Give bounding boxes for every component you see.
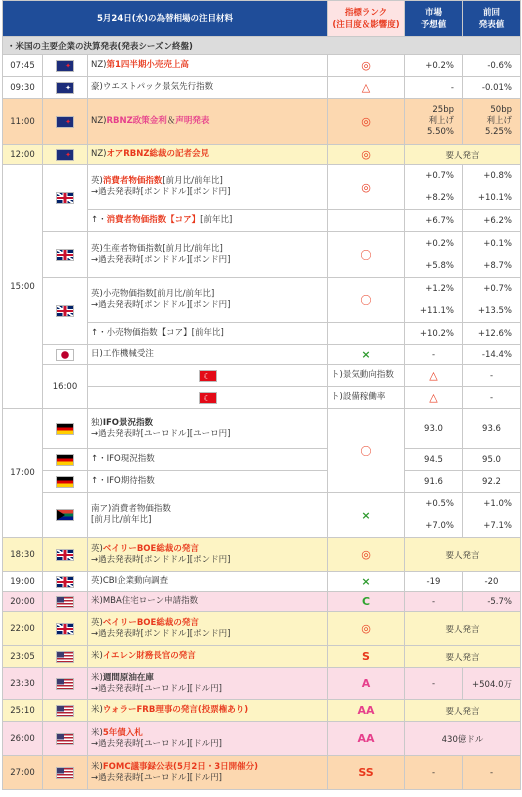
nz-flag-icon: [56, 116, 74, 128]
country-prefix: 米): [91, 672, 103, 683]
table-row: [3, 165, 521, 210]
uk-flag-icon: [56, 576, 74, 588]
previous-value: [463, 165, 521, 210]
flag-cell: [43, 471, 88, 493]
flag-cell: [43, 409, 88, 449]
event-title: ウエストパック景気先行指数: [102, 82, 214, 92]
economic-calendar-table: [2, 0, 521, 790]
rank-mark: 〇: [328, 232, 405, 278]
rank-mark: AA: [328, 722, 405, 756]
previous-line: +8.7%: [483, 260, 512, 271]
event-title-2: 声明発表: [175, 116, 210, 126]
country-prefix: 日): [91, 349, 103, 359]
rank-mark: ◎: [328, 99, 405, 145]
table-row: [3, 668, 521, 700]
table-row: [3, 700, 521, 722]
table-row: [3, 449, 521, 471]
country-prefix: 英): [91, 576, 103, 586]
past-release-link[interactable]: →過去発表時[ポンドドル][ポンド円]: [91, 254, 231, 265]
forecast-value: -: [405, 756, 463, 790]
previous-value: [463, 232, 521, 278]
rank-mark: SS: [328, 756, 405, 790]
jp-flag-icon: [56, 349, 74, 361]
rank-mark: ◎: [328, 538, 405, 572]
flag-cell: [43, 278, 88, 345]
event-name[interactable]: [88, 756, 328, 790]
event-name[interactable]: [88, 409, 328, 449]
event-title: 第1四半期小売売上高: [106, 60, 189, 70]
flag-cell: [43, 612, 88, 646]
forecast-line: +0.7%: [425, 171, 454, 181]
country-prefix: 南ア): [91, 504, 112, 514]
rank-mark: [328, 210, 405, 232]
country-prefix: 米): [91, 761, 103, 772]
previous-value: -14.4%: [463, 345, 521, 365]
forecast-value: 93.0: [405, 409, 463, 449]
event-name[interactable]: [328, 365, 405, 387]
de-flag-icon: [56, 476, 74, 488]
previous-value: 95.0: [463, 449, 521, 471]
forecast-line: +11.1%: [419, 306, 454, 316]
forecast-value: -: [405, 592, 463, 612]
event-time: 16:00: [43, 365, 88, 409]
uk-flag-icon: [56, 192, 74, 204]
auction-size: 430億ドル: [405, 722, 521, 756]
rank-mark: ×: [328, 493, 405, 538]
country-prefix: NZ): [91, 116, 107, 126]
country-prefix: 独): [91, 417, 103, 428]
table-row: [3, 471, 521, 493]
nz-flag-icon: [56, 149, 74, 161]
forecast-value: -: [463, 387, 521, 409]
uk-flag-icon: [56, 249, 74, 261]
table-row: [3, 646, 521, 668]
event-time: 20:00: [3, 592, 43, 612]
event-name[interactable]: [88, 55, 328, 77]
country-prefix: 英): [91, 543, 103, 554]
previous-value: [463, 493, 521, 538]
flag-cell: [43, 145, 88, 165]
previous-value: -20: [463, 572, 521, 592]
ampersand: ＆: [166, 116, 176, 126]
country-prefix: ト): [331, 392, 343, 402]
event-name[interactable]: [88, 77, 328, 99]
table-row: [3, 345, 521, 365]
flag-cell: [88, 365, 328, 387]
forecast-line: 25bp: [432, 105, 454, 115]
previous-line: +7.1%: [483, 521, 512, 531]
event-name[interactable]: [88, 99, 328, 145]
forecast-value: +0.2%: [405, 55, 463, 77]
previous-label: 前回: [482, 7, 500, 18]
event-name[interactable]: ↑・小売物価指数【コア】[前年比]: [88, 323, 328, 345]
rank-sublabel: (注目度＆影響度): [332, 19, 400, 30]
rank-mark: ◎: [328, 55, 405, 77]
forecast-line: +0.5%: [425, 499, 454, 509]
table-row: [3, 99, 521, 145]
sub-arrow: ↑・: [91, 215, 107, 225]
event-time: 26:00: [3, 722, 43, 756]
event-title: 景気動向指数: [342, 370, 394, 380]
rank-mark: S: [328, 646, 405, 668]
de-flag-icon: [56, 454, 74, 466]
forecast-value: 91.6: [405, 471, 463, 493]
header-previous: [463, 1, 521, 37]
forecast-value: [405, 165, 463, 210]
flag-cell: [43, 55, 88, 77]
table-row: [3, 612, 521, 646]
event-subtitle: [前年比]: [200, 215, 233, 225]
forecast-value: -: [405, 77, 463, 99]
forecast-label: 市場: [424, 7, 442, 18]
rank-mark: AA: [328, 700, 405, 722]
section-banner-row: [3, 37, 521, 55]
us-flag-icon: [56, 651, 74, 663]
previous-line: +13.5%: [477, 306, 512, 316]
forecast-value: +6.7%: [405, 210, 463, 232]
event-name[interactable]: ↑・IFO期待指数: [88, 471, 328, 493]
country-prefix: 豪): [91, 82, 103, 92]
previous-line: +0.8%: [483, 171, 512, 181]
past-release-link[interactable]: →過去発表時[ユーロドル][ドル円]: [91, 738, 222, 749]
event-name[interactable]: [88, 278, 328, 323]
us-flag-icon: [56, 705, 74, 717]
previous-value: -0.01%: [463, 77, 521, 99]
za-flag-icon: [56, 509, 74, 521]
flag-cell: [43, 345, 88, 365]
event-title: 小売物価指数[前月比/前年比]: [102, 289, 215, 299]
flag-cell: [43, 165, 88, 232]
flag-cell: [43, 756, 88, 790]
flag-cell: [43, 493, 88, 538]
rank-mark: A: [328, 668, 405, 700]
event-time: 15:00: [3, 165, 43, 409]
rank-mark: △: [405, 365, 463, 387]
table-row: [3, 592, 521, 612]
event-title: IFO景況指数: [102, 417, 154, 428]
past-release-link[interactable]: →過去発表時[ユーロドル][ドル円]: [91, 683, 222, 694]
event-time: 12:00: [3, 145, 43, 165]
flag-cell: [43, 592, 88, 612]
event-time: 11:00: [3, 99, 43, 145]
flag-cell: [43, 449, 88, 471]
forecast-line: +7.0%: [425, 521, 454, 531]
forecast-line: +1.2%: [425, 284, 454, 294]
event-title: イエレン財務長官の発言: [102, 651, 196, 661]
previous-value: +6.2%: [463, 210, 521, 232]
event-name[interactable]: [88, 493, 328, 538]
forecast-line: +8.2%: [425, 193, 454, 203]
past-release-link[interactable]: →過去発表時[ポンドドル][ポンド円]: [91, 628, 231, 639]
flag-cell: [43, 700, 88, 722]
previous-sublabel: 発表値: [478, 19, 505, 30]
us-flag-icon: [56, 733, 74, 745]
event-time: 17:00: [3, 409, 43, 538]
flag-cell: [43, 646, 88, 668]
section-banner: ・米国の主要企業の決算発表(発表シーズン終盤): [3, 37, 521, 55]
event-name[interactable]: [88, 145, 328, 165]
flag-cell: [43, 99, 88, 145]
table-row: [3, 55, 521, 77]
previous-value: +12.6%: [463, 323, 521, 345]
us-flag-icon: [56, 678, 74, 690]
event-title: オアRBNZ総裁の記者会見: [106, 149, 210, 159]
uk-flag-icon: [56, 305, 74, 317]
event-title: MBA住宅ローン申請指数: [102, 596, 199, 606]
forecast-line: +5.8%: [425, 260, 454, 271]
event-title: ウォラーFRB理事の発言(投票権あり): [102, 705, 249, 715]
forecast-sublabel: 予想値: [420, 19, 447, 30]
event-name[interactable]: [328, 387, 405, 409]
rank-mark: 〇: [328, 409, 405, 493]
rank-mark: ×: [328, 345, 405, 365]
flag-cell: [43, 77, 88, 99]
speech-note: 要人発言: [405, 700, 521, 722]
previous-value: 93.6: [463, 409, 521, 449]
au-flag-icon: [56, 82, 74, 94]
rank-mark: ×: [328, 572, 405, 592]
forecast-line: 5.50%: [426, 127, 454, 137]
event-title: ベイリーBOE総裁の発言: [102, 617, 199, 628]
forecast-value: +10.2%: [405, 323, 463, 345]
event-time: 25:10: [3, 700, 43, 722]
previous-value: -0.6%: [463, 55, 521, 77]
rank-mark: 〇: [328, 278, 405, 323]
table-row: [3, 409, 521, 449]
event-subtitle: [前月比/前年比]: [162, 176, 223, 186]
rank-mark: C: [328, 592, 405, 612]
table-row: [3, 365, 521, 387]
event-time: 09:30: [3, 77, 43, 99]
forecast-line: +0.2%: [425, 238, 454, 249]
event-title: 消費者物価指数: [102, 176, 163, 186]
speech-note: 要人発言: [405, 145, 521, 165]
country-prefix: 米): [91, 705, 103, 715]
forecast-value: -: [405, 345, 463, 365]
forecast-value: 94.5: [405, 449, 463, 471]
event-title: RBNZ政策金利: [106, 116, 167, 126]
speech-note: 要人発言: [405, 538, 521, 572]
table-row: [3, 77, 521, 99]
nz-flag-icon: [56, 60, 74, 72]
uk-flag-icon: [56, 623, 74, 635]
event-name[interactable]: [88, 210, 328, 232]
past-release-link[interactable]: →過去発表時[ユーロドル][ユーロ円]: [91, 428, 231, 439]
previous-line: +0.1%: [483, 238, 512, 249]
de-flag-icon: [56, 423, 74, 435]
event-title: 消費者物価指数【コア】: [106, 215, 201, 225]
event-title: 5年債入札: [102, 727, 143, 738]
event-title: 設備稼働率: [342, 392, 386, 402]
event-title: ベイリーBOE総裁の発言: [102, 543, 199, 554]
past-release-link[interactable]: →過去発表時[ポンドドル][ポンド円]: [91, 554, 231, 565]
table-row: [3, 232, 521, 278]
speech-note: 要人発言: [405, 646, 521, 668]
us-flag-icon: [56, 767, 74, 779]
forecast-value: -19: [405, 572, 463, 592]
country-prefix: 英): [91, 176, 103, 186]
flag-cell: [43, 668, 88, 700]
country-prefix: 米): [91, 651, 103, 661]
event-subtitle: [前月比/前年比]: [91, 515, 152, 525]
country-prefix: 米): [91, 727, 103, 738]
past-release-link[interactable]: →過去発表時[ユーロドル][ドル円]: [91, 772, 222, 783]
previous-value: [463, 99, 521, 145]
country-prefix: 英): [91, 617, 103, 628]
rank-label: 指標ランク: [344, 7, 388, 18]
table-row: [3, 722, 521, 756]
table-row: [3, 145, 521, 165]
event-name[interactable]: [88, 612, 328, 646]
forecast-value: [405, 99, 463, 145]
header-title: 5月24日(水)の為替相場の注目材料: [3, 1, 328, 37]
table-row: [3, 493, 521, 538]
event-name[interactable]: [88, 165, 328, 210]
event-title: 消費者物価指数: [111, 504, 171, 514]
forecast-line: 利上げ: [428, 116, 454, 126]
rank-mark: ◎: [328, 612, 405, 646]
event-title: 週間原油在庫: [102, 672, 154, 683]
table-row: [3, 538, 521, 572]
table-row: [3, 572, 521, 592]
country-prefix: NZ): [91, 149, 107, 159]
previous-value: -: [463, 756, 521, 790]
speech-note: 要人発言: [405, 612, 521, 646]
event-title: FOMC議事録公表(5月2日・3日開催分): [102, 761, 259, 772]
previous-value: +504.0万: [463, 668, 521, 700]
country-prefix: 米): [91, 596, 103, 606]
previous-line: 5.25%: [484, 127, 512, 137]
event-name[interactable]: [88, 722, 328, 756]
rank-mark: ◎: [328, 165, 405, 210]
event-time: 18:30: [3, 538, 43, 572]
country-prefix: 英): [91, 243, 103, 254]
rank-mark: △: [405, 387, 463, 409]
event-time: 23:05: [3, 646, 43, 668]
header-forecast: [405, 1, 463, 37]
flag-cell: [88, 387, 328, 409]
flag-cell: [43, 538, 88, 572]
forecast-value: [405, 232, 463, 278]
event-title: 工作機械受注: [102, 349, 154, 359]
table-row: [3, 278, 521, 323]
event-name[interactable]: [88, 345, 328, 365]
event-name[interactable]: [88, 538, 328, 572]
tr-flag-icon: [199, 392, 217, 404]
event-name[interactable]: ↑・IFO現況指数: [88, 449, 328, 471]
past-release-link[interactable]: →過去発表時[ポンドドル][ポンド円]: [91, 300, 231, 310]
event-time: 07:45: [3, 55, 43, 77]
table-row: [3, 756, 521, 790]
previous-value: 92.2: [463, 471, 521, 493]
event-title: 生産者物価指数[前月比/前年比]: [102, 243, 223, 254]
country-prefix: ト): [331, 370, 343, 380]
flag-cell: [43, 722, 88, 756]
previous-line: +10.1%: [477, 193, 512, 203]
forecast-value: [405, 278, 463, 323]
flag-cell: [43, 572, 88, 592]
past-release-link[interactable]: →過去発表時[ポンドドル][ポンド円]: [91, 187, 231, 197]
rank-mark: △: [328, 77, 405, 99]
flag-cell: [43, 232, 88, 278]
event-name[interactable]: [88, 700, 328, 722]
forecast-value: -: [463, 365, 521, 387]
tr-flag-icon: [199, 370, 217, 382]
event-time: 27:00: [3, 756, 43, 790]
previous-line: +1.0%: [483, 499, 512, 509]
event-time: 23:30: [3, 668, 43, 700]
table-header-row: [3, 1, 521, 37]
previous-line: 利上げ: [486, 116, 512, 126]
event-time: 19:00: [3, 572, 43, 592]
forecast-value: -: [405, 668, 463, 700]
event-title: CBI企業動向調査: [102, 576, 169, 586]
header-rank: [328, 1, 405, 37]
previous-value: [463, 278, 521, 323]
rank-mark: [328, 323, 405, 345]
rank-mark: ◎: [328, 145, 405, 165]
forecast-value: [405, 493, 463, 538]
event-time: 22:00: [3, 612, 43, 646]
event-name[interactable]: [88, 572, 328, 592]
event-name[interactable]: [88, 646, 328, 668]
event-name[interactable]: [88, 668, 328, 700]
previous-value: -5.7%: [463, 592, 521, 612]
event-name[interactable]: [88, 232, 328, 278]
country-prefix: 英): [91, 289, 103, 299]
country-prefix: NZ): [91, 60, 107, 70]
us-flag-icon: [56, 596, 74, 608]
uk-flag-icon: [56, 549, 74, 561]
previous-line: +0.7%: [483, 284, 512, 294]
previous-line: 50bp: [490, 105, 512, 115]
event-name[interactable]: [88, 592, 328, 612]
